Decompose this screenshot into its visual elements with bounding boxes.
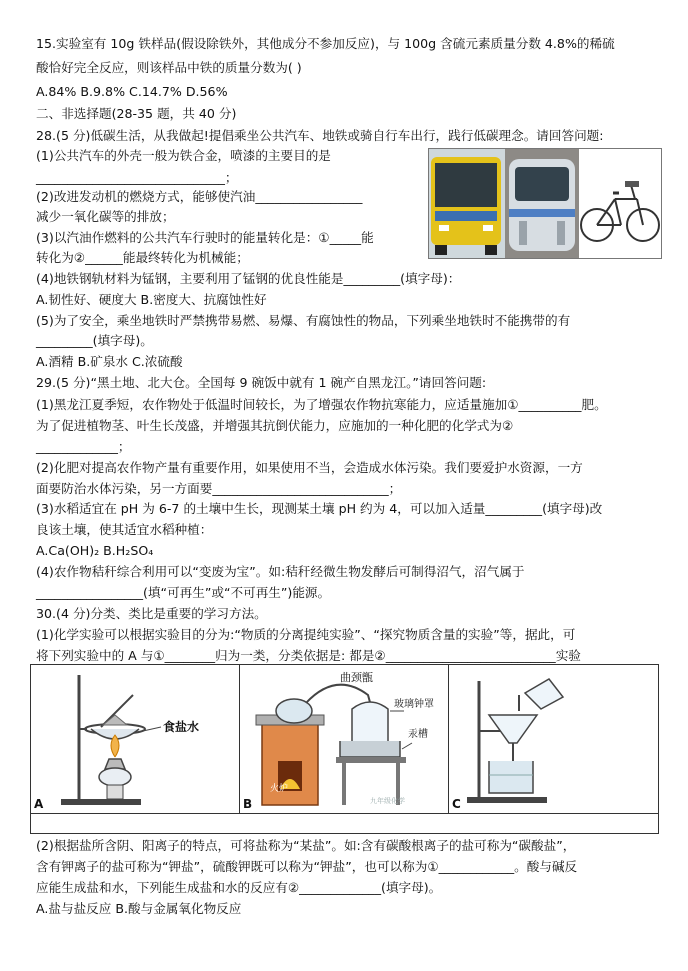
q29-p2a: (2)化肥对提高农作物产量有重要作用，如果使用不当，会造成水体污染。我们要爱护水资源，一方 [36, 460, 583, 475]
salt-water-label: 食盐水 [163, 720, 200, 734]
q28-p5-options: A.酒精 B.矿泉水 C.浓硫酸 [36, 354, 183, 369]
q29-p1c: _____________； [36, 439, 131, 454]
q28-head: 28.(5 分)低碳生活，从我做起!提倡乘坐公共汽车、地铁或骑自行车出行，践行低碳理念。请回答问题: [36, 128, 604, 143]
q30-head: 30.(4 分)分类、类比是重要的学习方法。 [36, 606, 267, 621]
q28-p3b: 转化为②______能最终转化为机械能； [36, 250, 249, 265]
q29-p3b: 良该土壤，使其适宜水稻种植： [36, 522, 213, 537]
section-header: 二、非选择题(28-35 题，共 40 分) [36, 106, 237, 121]
q29-p1b: 为了促进植物茎、叶生长茂盛，并增强其抗倒伏能力，应施加的一种化肥的化学式为② [36, 418, 514, 433]
q30-p1b: 将下列实验中的 A 与①________归为一类，分类依据是: 都是②___________________________实验 [36, 648, 581, 663]
q30-p1a: (1)化学实验可以根据实验目的分为:“物质的分离提纯实验”、“探究物质含量的实验”等，据此，可 [36, 627, 576, 642]
bell-jar-label: 玻璃钟罩 [394, 699, 434, 710]
q28-p5b: _________(填字母)。 [36, 333, 153, 348]
q29-p1a: (1)黑龙江夏季短，农作物处于低温时间较长，为了增强农作物抗寒能力，应适量施加①__________肥。 [36, 397, 607, 412]
q28-p2a: (2)改进发动机的燃烧方式，能够使汽油_________________ [36, 189, 363, 204]
transport-illustration [429, 149, 661, 258]
q29-p3-options: A.Ca(OH)₂ B.H₂SO₄ [36, 543, 154, 558]
q29-p2b: 面要防治水体污染，另一方面要____________________________； [36, 481, 402, 496]
q15-line2: 酸恰好完全反应，则该样品中铁的质量分数为( ) [36, 60, 302, 75]
panel-b [239, 665, 449, 813]
mercury-apparatus [240, 665, 449, 813]
mercury-trough-label: 汞槽 [408, 729, 428, 740]
experiment-figure-table [30, 664, 659, 834]
evaporation-apparatus [31, 665, 239, 813]
panel-a-label: A [34, 797, 44, 811]
q29-head: 29.(5 分)“黑土地、北大仓。全国每 9 碗饭中就有 1 碗产自黑龙江。”请回答问题: [36, 375, 487, 390]
q29-p4b: _________________(填“可再生”或“不可再生”)能源。 [36, 585, 331, 600]
q28-p1a: (1)公共汽车的外壳一般为铁合金，喷漆的主要目的是 [36, 148, 331, 163]
q15-line1: 15.实验室有 10g 铁样品(假设除铁外，其他成分不参加反应)，与 100g 含硫元素质量分数 4.8%的稀硫 [36, 36, 615, 51]
transport-photo [428, 148, 662, 259]
q30-p2b: 含有钾离子的盐可称为“钾盐”，硫酸钾既可以称为“钾盐”，也可以称为①____________。酸与碱反 [36, 859, 578, 874]
filtration-apparatus [449, 665, 659, 813]
q30-p2c: 应能生成盐和水，下列能生成盐和水的反应有②_____________(填字母)。 [36, 880, 442, 895]
panel-c [448, 665, 659, 813]
q28-p3a: (3)以汽油作燃料的公共汽车行驶时的能量转化是：①_____能 [36, 230, 374, 245]
q29-p4a: (4)农作物秸秆综合利用可以“变废为宝”。如:秸秆经微生物发酵后可制得沼气，沼气属于 [36, 564, 525, 579]
q28-p4: (4)地铁钢轨材料为锰钢，主要利用了锰钢的优良性能是_________(填字母)： [36, 271, 461, 286]
watermark-text: 九年级化学 [370, 797, 405, 805]
q28-p4-options: A.韧性好、硬度大 B.密度大、抗腐蚀性好 [36, 292, 267, 307]
panel-b-label: B [243, 797, 253, 811]
q30-p2a: (2)根据盐所含阴、阳离子的特点，可将盐称为“某盐”。如:含有碳酸根离子的盐可称为“碳酸盐”， [36, 838, 576, 853]
panel-a [31, 665, 239, 813]
q28-p1b: ______________________________； [36, 170, 238, 185]
q30-p2-options: A.盐与盐反应 B.酸与金属氧化物反应 [36, 901, 242, 916]
furnace-label: 火炉 [270, 784, 289, 794]
panel-c-label: C [452, 797, 461, 811]
retort-label: 曲颈甑 [340, 671, 373, 684]
q28-p5a: (5)为了安全，乘坐地铁时严禁携带易燃、易爆、有腐蚀性的物品，下列乘坐地铁时不能携带的有 [36, 313, 571, 328]
q15-options: A.84% B.9.8% C.14.7% D.56% [36, 84, 228, 99]
q28-p2b: 减少一氧化碳等的排放； [36, 209, 175, 224]
q29-p3a: (3)水稻适宜在 pH 为 6-7 的土壤中生长，现测某土壤 pH 约为 4，可以加入适量_________(填字母)改 [36, 501, 603, 516]
